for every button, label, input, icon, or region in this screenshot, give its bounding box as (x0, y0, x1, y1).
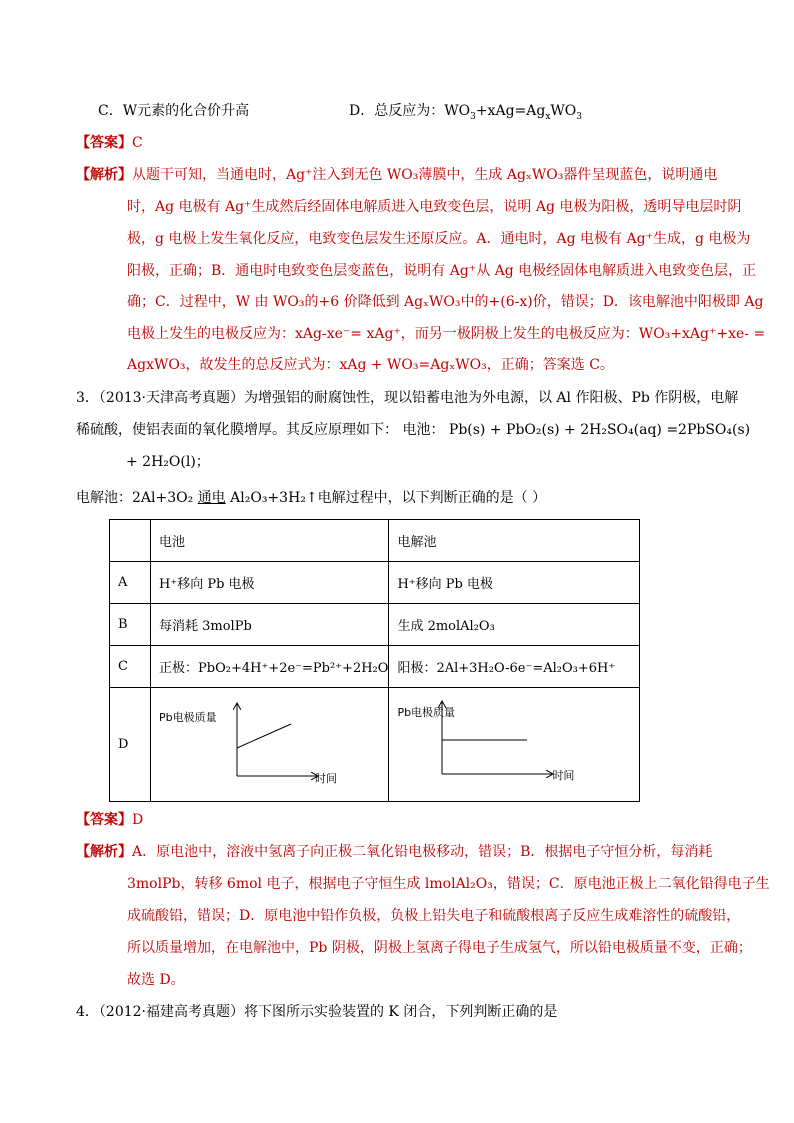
q3-analysis-line-1: 【解析】A．原电池中，溶液中氢离子向正极二氧化铅电极移动，错误；B．根据电子守恒分析，每消耗 (76, 844, 713, 860)
q3-stem-line-3: + 2H₂O(l)； (126, 454, 210, 470)
q3-analysis-line-4: 所以质量增加，在电解池中，Pb 阴极，阴极上氢离子得电子生成氢气，所以铅电极质量不变，正确； (127, 940, 752, 956)
q3-options-table (109, 519, 640, 802)
row-battery-cell: 每消耗 3molPb (151, 604, 389, 646)
table-header-battery: 电池 (151, 520, 389, 562)
table-row (110, 646, 640, 688)
row-label: B (110, 604, 151, 646)
q3-answer: 【答案】D (76, 812, 144, 828)
q3-electrolysis-equation: 电解池：2Al+3O₂ 通电 Al₂O₃+3H₂↑电解过程中，以下判断正确的是（ ） (76, 490, 547, 506)
q3-stem-line-1: 3．（2013·天津高考真题）为增强铝的耐腐蚀性，现以铅蓄电池为外电源，以 Al 作阳极、Pb 作阴极，电解 (76, 390, 739, 406)
row-label: D (110, 688, 151, 802)
row-electrolysis-cell: H⁺移向 Pb 电极 (389, 562, 640, 604)
table-header-cell (110, 520, 151, 562)
q3-analysis-line-3: 成硫酸铅，错误；D．原电池中铅作负极，负极上铅失电子和硫酸根离子反应生成难溶性的硫酸铅， (127, 908, 741, 924)
table-header-row (110, 520, 640, 562)
table-row (110, 604, 640, 646)
q2-analysis-line-7: AgxWO₃，故发生的总反应式为：xAg + WO₃=AgₓWO₃，正确；答案选 C。 (127, 357, 614, 373)
q2-analysis-line-5: 确；C．过程中，W 由 WO₃的+6 价降低到 AgₓWO₃中的+(6-x)价，错误；D．该电解池中阳极即 Ag (127, 294, 764, 310)
table-header-electrolytic-cell: 电解池 (389, 520, 640, 562)
graph-x-label: 时间 (552, 768, 575, 782)
row-electrolysis-cell: 阳极：2Al+3H₂O-6e⁻=Al₂O₃+6H⁺ (389, 646, 640, 688)
row-electrolysis-cell: 生成 2molAl₂O₃ (389, 604, 640, 646)
q2-option-c: C．W元素的化合价升高 (98, 103, 250, 119)
row-label: C (110, 646, 151, 688)
graph-y-label: Pb电极质量 (397, 705, 456, 719)
row-battery-graph-cell (151, 688, 389, 802)
graph-flat-icon (397, 700, 597, 790)
graph-x-label: 时间 (315, 771, 337, 785)
q3-stem-line-2: 稀硫酸，使铝表面的氧化膜增厚。其反应原理如下： 电池： Pb(s) + PbO₂(s) + 2H₂SO₄(aq) =2PbSO₄(s) (76, 422, 751, 438)
q4-stem: 4．（2012·福建高考真题）将下图所示实验装置的 K 闭合，下列判断正确的是 (76, 1004, 558, 1020)
table-row (110, 562, 640, 604)
q3-analysis-line-2: 3molPb，转移 6mol 电子，根据电子守恒生成 lmolAl₂O₃，错误；C．原电池正极上二氧化铅得电子生 (127, 876, 770, 892)
graph-increasing-line (237, 724, 291, 748)
q2-analysis-line-2: 时，Ag 电极有 Ag⁺生成然后经固体电解质进入电致变色层，说明 Ag 电极为阳极，透明导电层时阴 (127, 199, 742, 215)
q2-analysis-line-4: 阳极，正确；B．通电时电致变色层变蓝色，说明有 Ag⁺从 Ag 电极经固体电解质进入电致变色层，正 (127, 263, 757, 279)
q2-analysis-line-3: 极，g 电极上发生氧化反应，电致变色层发生还原反应。A．通电时，Ag 电极有 Ag⁺生成，g 电极为 (127, 231, 751, 247)
row-label: A (110, 562, 151, 604)
row-electrolysis-graph-cell (389, 688, 640, 802)
graph-y-label: Pb电极质量 (159, 710, 217, 724)
q2-answer: 【答案】C (76, 135, 143, 151)
row-battery-cell: H⁺移向 Pb 电极 (151, 562, 389, 604)
q2-analysis-line-1: 【解析】从题干可知，当通电时，Ag⁺注入到无色 WO₃薄膜中，生成 AgₓWO₃器件呈现蓝色，说明通电 (76, 167, 718, 183)
q2-option-d: D．总反应为：$WO_3+xAg=Ag_xWO_3$ (349, 103, 583, 122)
table-row (110, 688, 640, 802)
row-battery-cell: 正极：PbO₂+4H⁺+2e⁻=Pb²⁺+2H₂O (151, 646, 389, 688)
q3-analysis-line-5: 故选 D。 (127, 972, 185, 988)
graph-increasing-icon (159, 700, 359, 790)
q2-analysis-line-6: 电极上发生的电极反应为：xAg-xe⁻= xAg⁺，而另一极阴极上发生的电极反应为：WO₃+xAg⁺+xe- = (127, 326, 766, 342)
